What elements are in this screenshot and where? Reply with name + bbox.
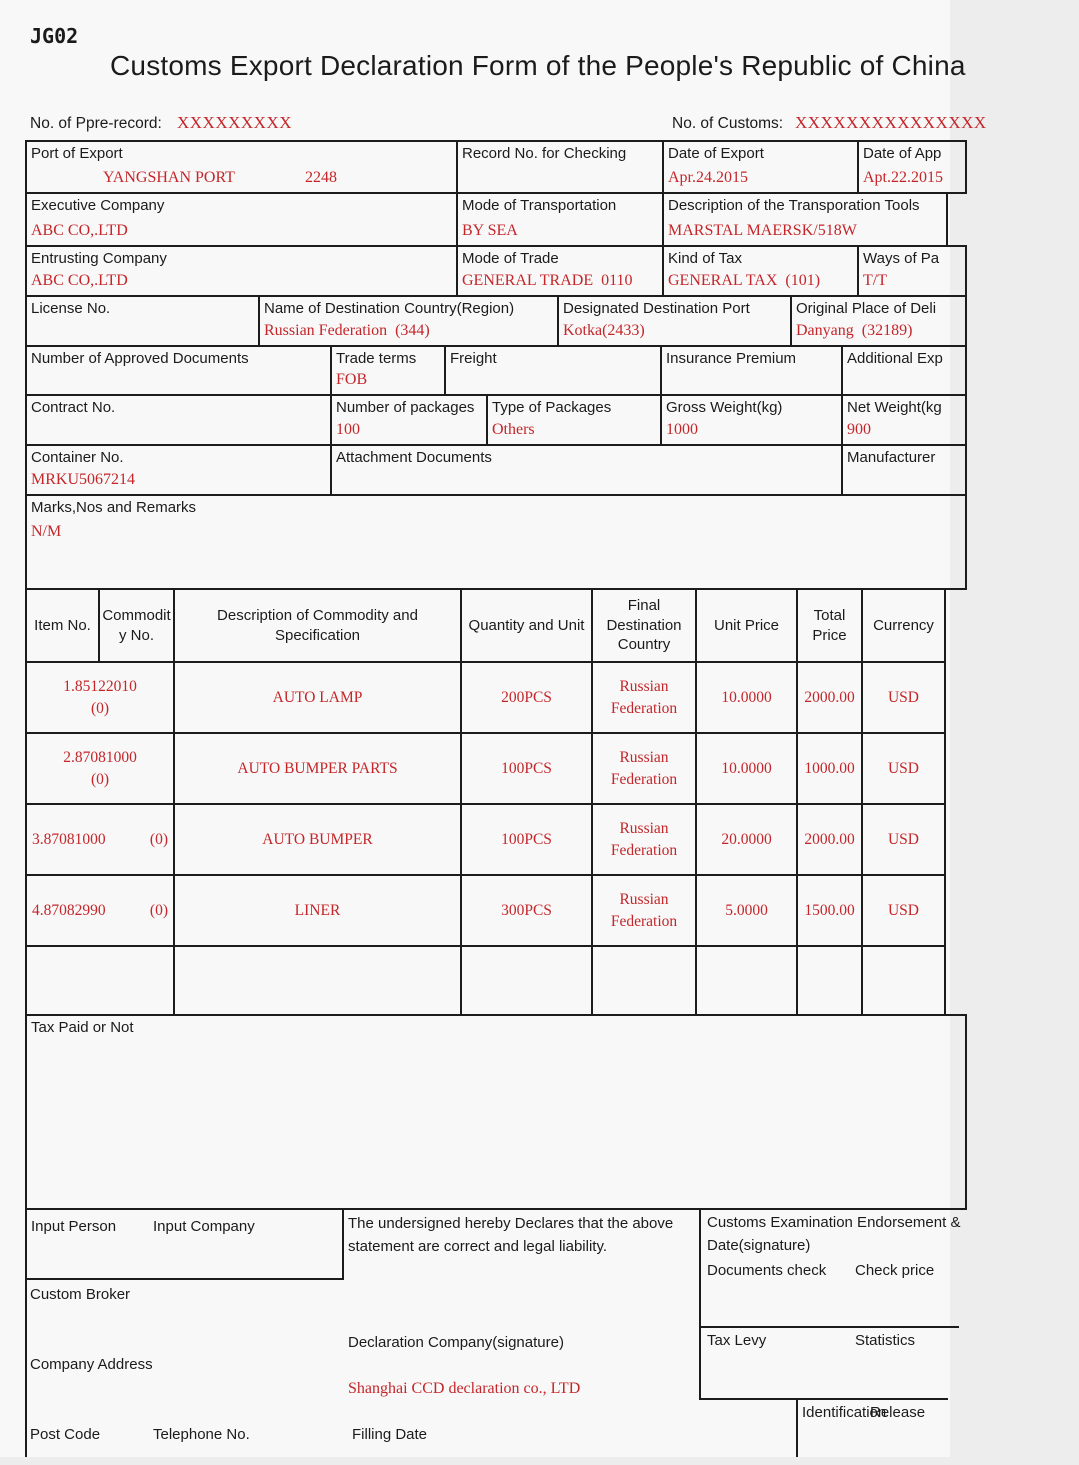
field-label: Tax Paid or Not: [31, 1019, 134, 1036]
field-gross-weight: [660, 394, 843, 446]
field-insurance-premium: [660, 345, 843, 396]
field-value: ABC CO,.LTD: [31, 222, 128, 240]
item-quantity: 300PCS: [501, 901, 552, 919]
pre-record-label: No. of Ppre-record:: [30, 115, 162, 132]
item-quantity: 200PCS: [501, 688, 552, 706]
field-value: GENERAL TAX (101): [668, 272, 821, 290]
field-net-weight: [841, 394, 967, 446]
item-destination: Russian Federation: [610, 819, 678, 859]
telephone-label: Telephone No.: [153, 1426, 250, 1443]
post-code-label: Post Code: [30, 1426, 101, 1443]
declaration-statement: [348, 1212, 696, 1259]
item-currency: USD: [887, 901, 919, 919]
documents-check-label: Documents check: [707, 1262, 827, 1279]
field-port-of-export: [25, 140, 458, 194]
field-label: Attachment Documents: [336, 449, 492, 466]
item-row-2-currency: [861, 732, 946, 805]
items-header-final-destination: [591, 588, 697, 663]
item-no: 3.87081000: [32, 830, 106, 848]
field-mode-of-transportation: [456, 192, 664, 247]
item-row-3-destination: [591, 803, 697, 876]
field-ways-of-payment: [857, 245, 967, 297]
field-label: Container No.: [31, 449, 124, 466]
field-value: Danyang (32189): [796, 322, 913, 340]
item-description: LINER: [294, 901, 341, 919]
items-header-unit-price: [695, 588, 798, 663]
item-suffix: (0): [149, 830, 168, 848]
item-row-2-quantity: [460, 732, 593, 805]
item-row-4-number: [25, 874, 175, 947]
field-value: BY SEA: [462, 222, 518, 240]
item-no: 1.85122010: [63, 677, 137, 695]
item-row-4-total-price: [796, 874, 863, 947]
column-header: Unit Price: [713, 616, 780, 634]
field-date-of-export: [662, 140, 859, 194]
field-value: Kotka(2433): [563, 322, 645, 340]
field-label: Insurance Premium: [666, 350, 797, 367]
item-destination: Russian Federation: [610, 890, 678, 930]
item-destination: Russian Federation: [610, 748, 678, 788]
column-header: Item No.: [34, 616, 91, 634]
declaration-company-value: Shanghai CCD declaration co., LTD: [348, 1380, 581, 1397]
field-label: Type of Packages: [492, 399, 612, 416]
item-row-4-currency: [861, 874, 946, 947]
field-label: Date of Export: [668, 145, 764, 162]
item-unit-price: 10.0000: [721, 688, 772, 706]
item-row-5-currency: [861, 945, 946, 1016]
item-suffix: (0): [149, 901, 168, 919]
item-row-2-description: [173, 732, 462, 805]
field-destination-country: [258, 295, 559, 347]
item-row-1-currency: [861, 661, 946, 734]
item-row-4-unit-price: [695, 874, 798, 947]
field-label: Number of Approved Documents: [31, 350, 249, 367]
item-row-1-number: [25, 661, 175, 734]
item-row-1-total-price: [796, 661, 863, 734]
field-additional-expenses: [841, 345, 967, 396]
customs-no-value: XXXXXXXXXXXXXXX: [795, 113, 987, 132]
customs-no-label: No. of Customs:: [672, 115, 784, 132]
input-person-label: Input Person: [31, 1218, 117, 1235]
item-row-5-number: [25, 945, 175, 1016]
field-label: Marks,Nos and Remarks: [31, 499, 197, 516]
field-value: FOB: [336, 371, 368, 389]
declaration-company-label: Declaration Company(signature): [348, 1334, 564, 1351]
field-type-of-packages: [486, 394, 662, 446]
field-value: 1000: [666, 421, 698, 439]
items-header-item-no: [25, 588, 100, 663]
item-no: 2.87081000: [63, 748, 137, 766]
item-row-3-description: [173, 803, 462, 876]
field-value: MRKU5067214: [31, 471, 136, 489]
statement-line-2: statement are correct and legal liability.: [348, 1238, 608, 1256]
field-attachment-documents: [330, 444, 843, 496]
field-manufacturer: [841, 444, 967, 496]
port-code: 2248: [304, 169, 337, 187]
item-row-1-description: [173, 661, 462, 734]
field-label: Designated Destination Port: [563, 300, 750, 317]
item-row-2-destination: [591, 732, 697, 805]
field-value: Russian Federation (344): [264, 322, 430, 340]
items-header-description: [173, 588, 462, 663]
field-label: Ways of Pa: [863, 250, 940, 267]
field-label: Contract No.: [31, 399, 116, 416]
company-address-label: Company Address: [30, 1356, 153, 1373]
column-header: Commodity No.: [102, 607, 171, 644]
date-signature-label: Date(signature): [707, 1237, 811, 1254]
item-row-5-total-price: [796, 945, 863, 1016]
tax-levy-box: [699, 1326, 948, 1400]
item-unit-price: 5.0000: [725, 901, 768, 919]
field-freight: [444, 345, 662, 396]
pre-record-value: XXXXXXXXX: [177, 113, 292, 132]
check-price-label: Check price: [855, 1262, 935, 1279]
field-contract-no: [25, 394, 332, 446]
field-value: N/M: [31, 523, 62, 541]
item-row-5-quantity: [460, 945, 593, 1016]
field-license-no: [25, 295, 260, 347]
field-label: Original Place of Deli: [796, 300, 937, 317]
item-description: AUTO BUMPER: [262, 830, 373, 848]
item-no: 4.87082990: [32, 901, 106, 919]
field-label: Kind of Tax: [668, 250, 742, 267]
field-value: 900: [847, 421, 871, 439]
field-mode-of-trade: [456, 245, 664, 297]
item-row-4-quantity: [460, 874, 593, 947]
items-header-currency: [861, 588, 946, 663]
field-label: Net Weight(kg: [847, 399, 942, 416]
item-total-price: 2000.00: [804, 830, 855, 848]
item-currency: USD: [887, 830, 919, 848]
field-value: Others: [492, 421, 535, 439]
field-number-of-packages: [330, 394, 488, 446]
item-row-2-total-price: [796, 732, 863, 805]
item-row-1-unit-price: [695, 661, 798, 734]
item-currency: USD: [887, 759, 919, 777]
items-header-commodity-no: [98, 588, 175, 663]
field-original-place-of-delivery: [790, 295, 967, 347]
identification-label: Identification: [802, 1404, 887, 1421]
field-approved-documents: [25, 345, 332, 396]
statistics-label: Statistics: [855, 1332, 916, 1349]
field-label: Record No. for Checking: [462, 145, 627, 162]
field-value: 100: [336, 421, 360, 439]
item-row-1-quantity: [460, 661, 593, 734]
field-value: GENERAL TRADE 0110: [462, 272, 633, 290]
field-value: MARSTAL MAERSK/518W: [668, 222, 857, 240]
field-entrusting-company: [25, 245, 458, 297]
tax-levy-label: Tax Levy: [707, 1332, 767, 1349]
item-row-5-description: [173, 945, 462, 1016]
field-date-of-approval: [857, 140, 967, 194]
item-row-5-destination: [591, 945, 697, 1016]
field-value: ABC CO,.LTD: [31, 272, 128, 290]
field-record-no-checking: [456, 140, 664, 194]
customs-examination-label: Customs Examination Endorsement &: [707, 1214, 961, 1231]
field-label: Trade terms: [336, 350, 417, 367]
field-value: Apt.22.2015: [863, 169, 943, 187]
column-header: Quantity and Unit: [468, 616, 585, 634]
item-row-3-number: [25, 803, 175, 876]
item-row-3-unit-price: [695, 803, 798, 876]
column-header: Final Destination Country: [606, 597, 682, 654]
field-label: Additional Exp: [847, 350, 943, 367]
customs-endorsement-box: [699, 1208, 959, 1328]
item-description: AUTO BUMPER PARTS: [237, 759, 398, 777]
field-label: Date of App: [863, 145, 942, 162]
item-quantity: 100PCS: [501, 830, 552, 848]
field-value: [31, 169, 451, 189]
item-currency: USD: [887, 688, 919, 706]
filling-date-label: Filling Date: [352, 1426, 428, 1443]
item-description: AUTO LAMP: [272, 688, 363, 706]
release-label: Release: [870, 1404, 926, 1421]
item-destination: Russian Federation: [610, 677, 678, 717]
identification-release-box: [796, 1398, 959, 1457]
field-value: Apr.24.2015: [668, 169, 748, 187]
field-tax-paid-or-not: [25, 1014, 967, 1210]
field-label: Description of the Transporation Tools: [668, 197, 920, 214]
field-label: Gross Weight(kg): [666, 399, 783, 416]
item-row-2-unit-price: [695, 732, 798, 805]
column-header: Currency: [873, 616, 934, 634]
item-row-4-description: [173, 874, 462, 947]
column-header: Description of Commodity and Specification: [217, 607, 418, 644]
items-header-quantity: [460, 588, 593, 663]
field-label: Executive Company: [31, 197, 165, 214]
field-value: T/T: [863, 272, 887, 290]
field-trade-terms: [330, 345, 446, 396]
item-row-1-destination: [591, 661, 697, 734]
item-row-3-quantity: [460, 803, 593, 876]
field-executive-company: [25, 192, 458, 247]
item-row-4-destination: [591, 874, 697, 947]
item-unit-price: 10.0000: [721, 759, 772, 777]
field-label: License No.: [31, 300, 111, 317]
items-header-total-price: [796, 588, 863, 663]
item-row-5-unit-price: [695, 945, 798, 1016]
item-quantity: 100PCS: [501, 759, 552, 777]
field-label: Manufacturer: [847, 449, 936, 466]
field-label: Port of Export: [31, 145, 123, 162]
field-label: Mode of Transportation: [462, 197, 617, 214]
item-row-3-currency: [861, 803, 946, 876]
field-label: Entrusting Company: [31, 250, 167, 267]
input-company-label: Input Company: [153, 1218, 255, 1235]
item-total-price: 1500.00: [804, 901, 855, 919]
form-code: JG02: [30, 24, 79, 48]
statement-line-1: The undersigned hereby Declares that the above: [348, 1215, 674, 1232]
field-transportation-tools: [662, 192, 948, 247]
item-row-2-number: [25, 732, 175, 805]
item-total-price: 2000.00: [804, 688, 855, 706]
item-suffix: (0): [90, 699, 110, 717]
item-row-3-total-price: [796, 803, 863, 876]
item-unit-price: 20.0000: [721, 830, 772, 848]
field-label: Freight: [450, 350, 497, 367]
port-name: YANGSHAN PORT: [103, 169, 235, 187]
input-person-box: [25, 1208, 344, 1280]
item-suffix: (0): [90, 770, 110, 788]
field-label: Number of packages: [336, 399, 475, 416]
field-label: Mode of Trade: [462, 250, 559, 267]
item-total-price: 1000.00: [804, 759, 855, 777]
column-header: Total Price: [812, 607, 847, 644]
custom-broker-label: Custom Broker: [30, 1286, 131, 1303]
field-kind-of-tax: [662, 245, 859, 297]
field-container-no: [25, 444, 332, 496]
field-designated-destination-port: [557, 295, 792, 347]
field-marks-remarks: [25, 494, 967, 590]
page-title: Customs Export Declaration Form of the People's Republic of China: [110, 50, 966, 81]
field-label: Name of Destination Country(Region): [264, 300, 515, 317]
